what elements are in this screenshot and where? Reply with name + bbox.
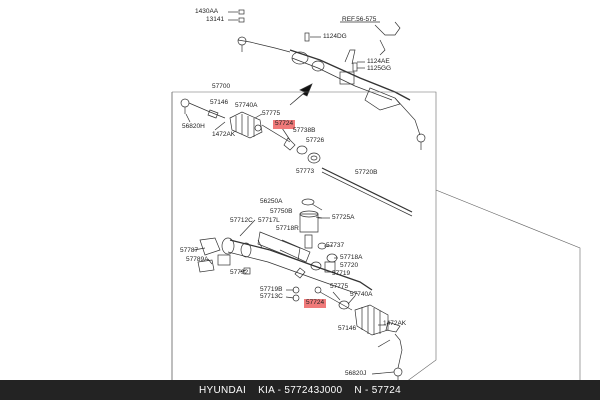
label-1124DG: 1124DG bbox=[323, 33, 347, 40]
label-1430AA: 1430AA bbox=[195, 8, 219, 15]
label-57750B: 57750B bbox=[270, 208, 293, 215]
label-57773: 57773 bbox=[296, 168, 315, 175]
label-57719B: 57719B bbox=[260, 286, 283, 293]
label-57719: 57719 bbox=[332, 270, 351, 277]
label-57720B: 57720B bbox=[355, 169, 378, 176]
label-57775-bottom: 57775 bbox=[330, 283, 349, 290]
label-57717L: 57717L bbox=[258, 217, 280, 224]
label-57718R: 57718R bbox=[276, 225, 299, 232]
part-number-footer bbox=[0, 380, 600, 400]
footer-kia-part-number: KIA - 577243J000 bbox=[258, 384, 343, 396]
footer-diagram-number: N - 57724 bbox=[354, 384, 402, 396]
label-57146-top: 57146 bbox=[210, 99, 229, 106]
label-57718A: 57718A bbox=[340, 254, 363, 261]
label-1125GG: 1125GG bbox=[367, 65, 392, 72]
label-57737: 57737 bbox=[326, 242, 345, 249]
label-57724-top-highlighted: 57724 bbox=[275, 120, 294, 127]
footer-brand: HYUNDAI bbox=[198, 384, 247, 396]
label-57713C: 57713C bbox=[260, 293, 283, 300]
label-57740A-bottom: 57740A bbox=[350, 291, 373, 298]
label-57726: 57726 bbox=[306, 137, 325, 144]
label-56820H: 56820H bbox=[182, 123, 205, 130]
label-13141: 13141 bbox=[206, 16, 225, 23]
label-56820J: 56820J bbox=[345, 370, 367, 377]
label-56250A: 56250A bbox=[260, 198, 283, 205]
label-57738B: 57738B bbox=[293, 127, 316, 134]
label-57700: 57700 bbox=[212, 83, 231, 90]
label-57789A: 57789A bbox=[186, 256, 209, 263]
label-1124AE: 1124AE bbox=[367, 58, 390, 65]
label-1472AK-top: 1472AK bbox=[212, 131, 236, 138]
label-57725A: 57725A bbox=[332, 214, 355, 221]
label-57740A-top: 57740A bbox=[235, 102, 258, 109]
label-57787: 57787 bbox=[180, 247, 199, 254]
label-57146-bottom: 57146 bbox=[338, 325, 357, 332]
label-57775-top: 57775 bbox=[262, 110, 281, 117]
label-57724-bottom-highlighted: 57724 bbox=[306, 299, 325, 306]
label-57712C: 57712C bbox=[230, 217, 253, 224]
label-ref-56-575: REF.56-575 bbox=[342, 16, 377, 23]
label-57792: 57792 bbox=[230, 269, 249, 276]
label-57720: 57720 bbox=[340, 262, 359, 269]
label-1472AK-bottom: 1472AK bbox=[383, 320, 407, 327]
